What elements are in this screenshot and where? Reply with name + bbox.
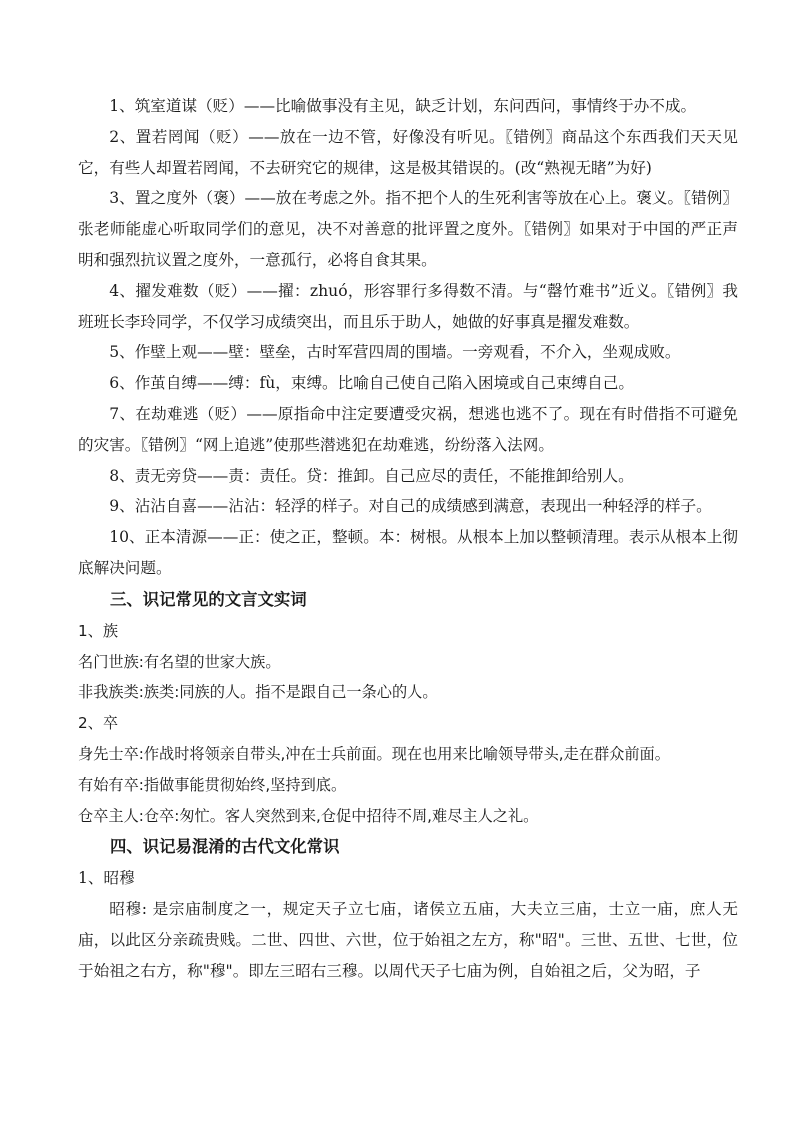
- zhaomu-paragraph: 昭穆: 是宗庙制度之一，规定天子立七庙，诸侯立五庙，大夫立三庙，士立一庙，庶人无庙，以此区分亲疏贵贱。二世、四世、六世，位于始祖之左方，称"昭"。三世、五世、七世，位于始祖之右方，称"穆"。即左三昭右三穆。以周代天子七庙为例，自始祖之后，父为昭，子: [78, 900, 738, 980]
- subheading-zhaomu: 1、昭穆: [78, 869, 135, 888]
- entry-zu-1: 名门世族:有名望的世家大族。: [78, 652, 281, 671]
- idiom-item-9: 9、沾沾自喜——沾沾：轻浮的样子。对自己的成绩感到满意，表现出一种轻浮的样子。: [109, 497, 712, 516]
- idiom-item-5: 5、作壁上观——壁：壁垒，古时军营四周的围墙。一旁观看，不介入，坐观成败。: [109, 343, 681, 362]
- entry-zu-soldier-2: 有始有卒:指做事能贯彻始终,坚持到底。: [78, 775, 347, 794]
- idiom-item-2: 2、置若罔闻（贬）——放在一边不管，好像没有听见。〖错例〗商品这个东西我们天天见它，有些人却置若罔闻，不去研究它的规律，这是极其错误的。(改“熟视无睹”为好): [78, 127, 738, 177]
- idiom-item-3: 3、置之度外（褒）——放在考虑之外。指不把个人的生死利害等放在心上。褒义。〖错例〗张老师能虚心听取同学们的意见，决不对善意的批评置之度外。〖错例〗如果对于中国的严正声明和强烈抗议置之度外，一意孤行，必将自食其果。: [78, 189, 738, 269]
- entry-zu-soldier-1: 身先士卒:作战时将领亲自带头,冲在士兵前面。现在也用来比喻领导带头,走在群众前面。: [78, 744, 670, 763]
- subheading-zu: 1、族: [78, 621, 119, 640]
- idiom-item-4: 4、擢发难数（贬）——擢：zhuó，形容罪行多得数不清。与“罄竹难书”近义。〖错例〗我班班长李玲同学，不仅学习成绩突出，而且乐于助人，她做的好事真是擢发难数。: [78, 281, 738, 331]
- section-heading-3: 三、识记常见的文言文实词: [110, 589, 307, 609]
- entry-zu-soldier-3: 仓卒主人:仓卒:匆忙。客人突然到来,仓促中招待不周,难尽主人之礼。: [78, 806, 539, 825]
- entry-zu-2: 非我族类:族类:同族的人。指不是跟自己一条心的人。: [78, 683, 438, 702]
- idiom-item-10: 10、正本清源——正：使之正，整顿。本：树根。从根本上加以整顿清理。表示从根本上彻底解决问题。: [78, 528, 738, 577]
- idiom-item-8: 8、责无旁贷——责：责任。贷：推卸。自己应尽的责任，不能推卸给别人。: [109, 466, 634, 485]
- document-body: [78, 91, 738, 987]
- subheading-zu-soldier: 2、卒: [78, 714, 119, 733]
- section-heading-4: 四、识记易混淆的古代文化常识: [110, 837, 340, 857]
- idiom-item-7: 7、在劫难逃（贬）——原指命中注定要遭受灾祸，想逃也逃不了。现在有时借指不可避免的灾害。〖错例〗“网上追逃”使那些潜逃犯在劫难逃，纷纷落入法网。: [78, 404, 738, 454]
- idiom-item-6: 6、作茧自缚——缚：fù，束缚。比喻自己使自己陷入困境或自己束缚自己。: [109, 374, 634, 393]
- idiom-item-1: 1、筑室道谋（贬）——比喻做事没有主见，缺乏计划，东问西问，事情终于办不成。: [109, 97, 697, 115]
